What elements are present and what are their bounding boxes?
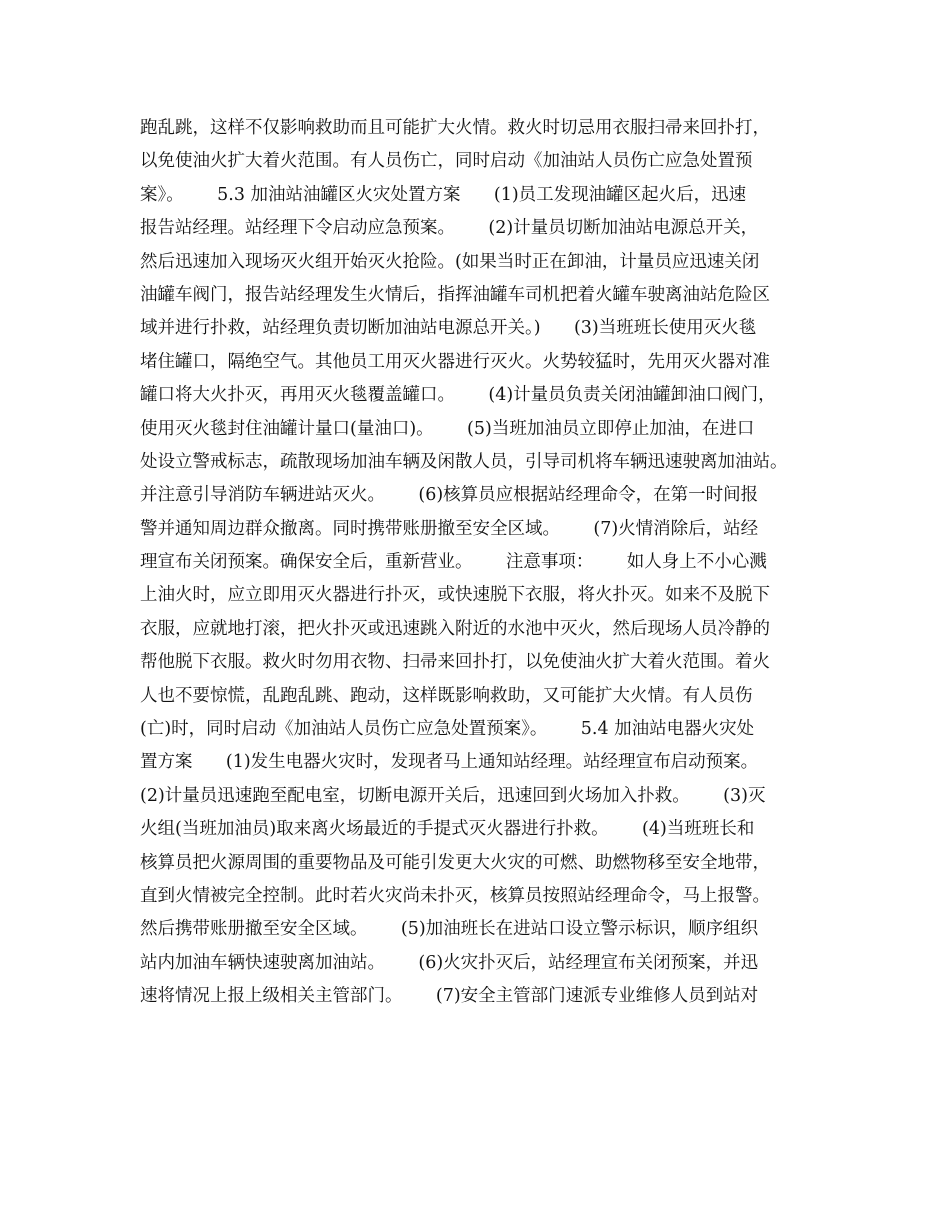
text-line: 罐口将大火扑灭，再用灭火毯覆盖罐口。 (4)计量员负责关闭油罐卸油口阀门， [140, 385, 776, 406]
text-line: 案》。 5.3 加油站油罐区火灾处置方案 (1)员工发现油罐区起火后，迅速 [140, 184, 747, 205]
text-line: 跑乱跳，这样不仅影响救助而且可能扩大火情。救火时切忌用衣服扫帚来回扑打， [140, 118, 770, 138]
text-line: 并注意引导消防车辆进站灭火。 (6)核算员应根据站经理命令，在第一时间报 [140, 485, 759, 506]
text-line: 核算员把火源周围的重要物品及可能引发更大火灾的可燃、助燃物移至安全地带， [140, 852, 770, 873]
text-line: 衣服，应就地打滚，把火扑灭或迅速跳入附近的水池中灭火，然后现场人员冷静的 [140, 618, 770, 639]
text-line: 然后携带账册撤至安全区域。 (5)加油班长在进站口设立警示标识，顺序组织 [140, 919, 759, 940]
text-line: 人也不要惊慌，乱跑乱跳、跑动，这样既影响救助，又可能扩大火情。有人员伤 [140, 685, 753, 706]
text-line: 域并进行扑救，站经理负责切断加油站电源总开关。) (3)当班班长使用灭火毯 [140, 318, 757, 339]
text-line: 帮他脱下衣服。救火时勿用衣物、扫帚来回扑打，以免使油火扩大着火范围。着火 [140, 652, 770, 673]
text-line: (亡)时，同时启动《加油站人员伤亡应急处置预案》。 5.4 加油站电器火灾处 [140, 719, 755, 740]
text-line: 上油火时，应立即用灭火器进行扑灭，或快速脱下衣服，将火扑灭。如来不及脱下 [140, 585, 770, 606]
text-line: 使用灭火毯封住油罐计量口(量油口)。 (5)当班加油员立即停止加油，在进口 [140, 418, 755, 439]
text-line: 油罐车阀门，报告站经理发生火情后，指挥油罐车司机把着火罐车驶离油站危险区 [140, 284, 770, 305]
text-line: 火组(当班加油员)取来离火场最近的手提式灭火器进行扑救。 (4)当班班长和 [140, 819, 755, 840]
text-line: 警并通知周边群众撤离。同时携带账册撤至安全区域。 (7)火情消除后，站经 [140, 518, 759, 539]
text-line: (2)计量员迅速跑至配电室，切断电源开关后，迅速回到火场加入扑救。 (3)灭 [140, 785, 766, 806]
text-line: 站内加油车辆快速驶离加油站。 (6)火灾扑灭后，站经理宣布关闭预案，并迅 [140, 952, 759, 973]
text-line: 速将情况上报上级相关主管部门。 (7)安全主管部门速派专业维修人员到站对 [140, 986, 759, 1007]
text-line: 理宣布关闭预案。确保安全后，重新营业。 注意事项： 如人身上不小心溅 [140, 552, 767, 573]
text-line: 以免使油火扩大着火范围。有人员伤亡，同时启动《加油站人员伤亡应急处置预 [140, 151, 753, 172]
text-line: 直到火情被完全控制。此时若火灾尚未扑灭，核算员按照站经理命令，马上报警。 [140, 885, 770, 906]
text-line: 堵住罐口，隔绝空气。其他员工用灭火器进行灭火。火势较猛时，先用灭火器对准 [140, 351, 770, 372]
text-line: 置方案 (1)发生电器火灾时，发现者马上通知站经理。站经理宣布启动预案。 [140, 752, 759, 773]
body-text [140, 112, 830, 1014]
text-line: 报告站经理。站经理下令启动应急预案。 (2)计量员切断加油站电源总开关， [140, 218, 759, 239]
text-line: 处设立警戒标志，疏散现场加油车辆及闲散人员，引导司机将车辆迅速驶离加油站。 [140, 451, 788, 472]
text-line: 然后迅速加入现场灭火组开始灭火抢险。(如果当时正在卸油，计量员应迅速关闭 [140, 251, 760, 272]
